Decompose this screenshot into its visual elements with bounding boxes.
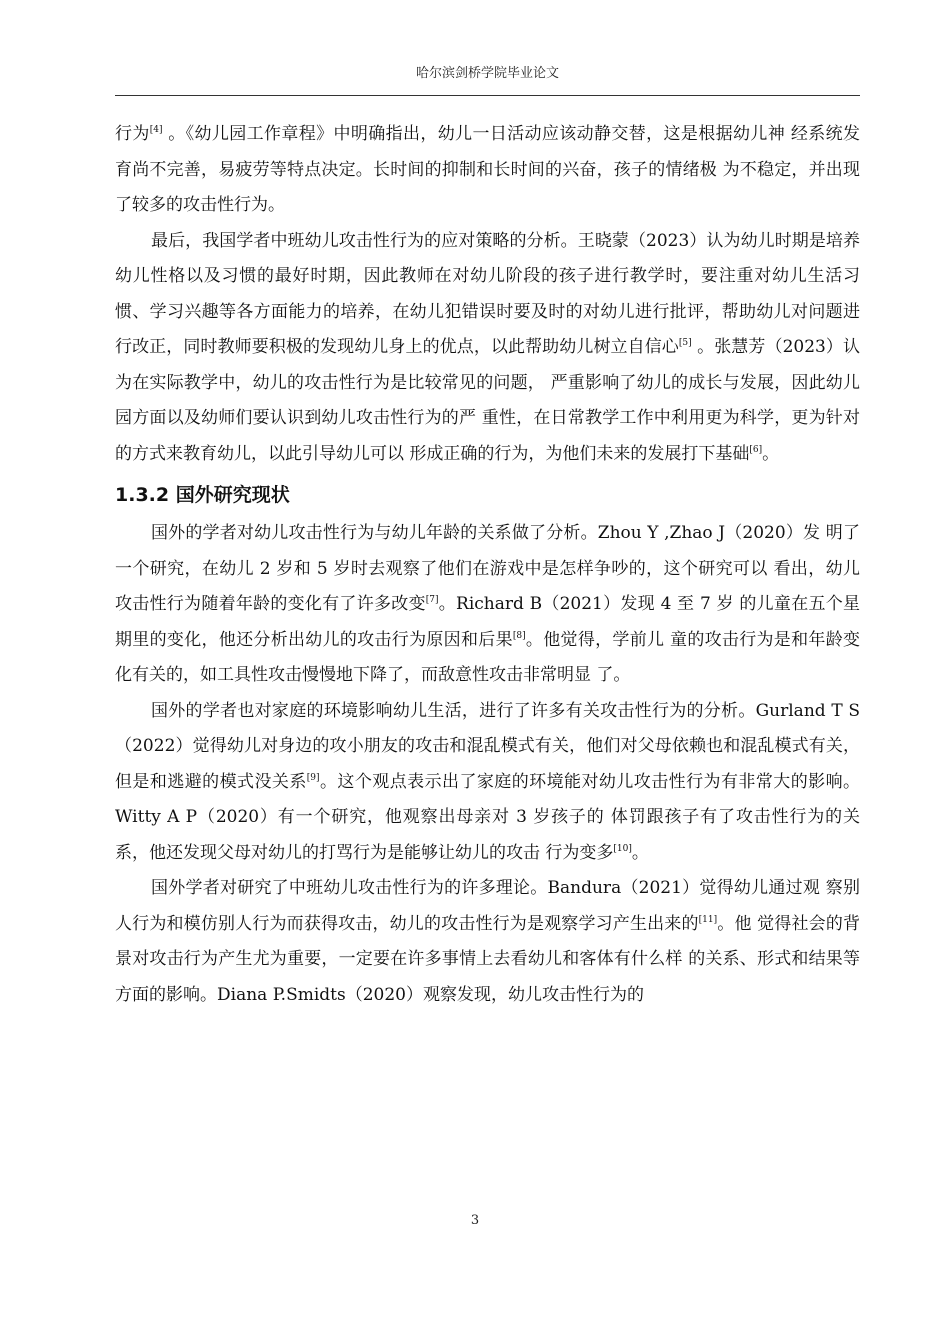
citation-ref: [5] (678, 338, 692, 348)
citation-ref: [6] (749, 444, 763, 455)
citation-ref: [8] (512, 630, 526, 641)
header-divider (115, 95, 860, 96)
citation-ref: [9] (306, 772, 320, 783)
citation-ref: [10] (613, 843, 632, 854)
paragraph (115, 871, 860, 1013)
citation-ref: [7] (425, 595, 439, 605)
section-heading: 1.3.2 国外研究现状 (115, 484, 290, 506)
paragraph (115, 516, 860, 694)
paragraph (115, 694, 860, 872)
text-run: 。 (631, 842, 649, 863)
body-text (115, 117, 860, 1013)
paragraph (115, 224, 860, 473)
text-run: 国外学者对研究了中班幼儿攻击性行为的许多理论。Bandura（2021）觉得幼儿通过观 察别人行为和模仿别人行为而获得攻击，幼儿的攻击性行为是观察学习产生出来的 (115, 878, 860, 934)
text-run: 。他觉得，学前儿 童的攻击行为是和年龄变化有关的，如工具性攻击慢慢地下降了，而敌意性攻击非常明显 了。 (115, 629, 861, 685)
text-run: 最后，我国学者中班幼儿攻击性行为的应对策略的分析。王晓蒙（2023）认为幼儿时期是培养幼儿性格以及习惯的最好时期，因此教师在对幼儿阶段的孩子进行教学时，要注重对幼儿生活习惯、学习兴趣等各方面能力的培养，在幼儿犯错误时要及时的对幼儿进行批评，帮助幼儿对问题进行改正，同时教师要积极的发现幼儿身上的优点，以此帮助幼儿树立自信心 (115, 230, 860, 357)
text-run: 。他 觉得社会的背景对攻击行为产生尤为重要，一定要在许多事情上去看幼儿和客体有什么样 的关系、形式和结果等方面的影响。Diana P.Smidts（2020）观察发现，幼儿攻击性行为的 (115, 913, 861, 1005)
text-run: 。这个观点表示出了家庭的环境能对幼儿攻击性行为有非常大的影响。Witty A P（2020）有一个研究，他观察出母亲对 3 岁孩子的 体罚跟孩子有了攻击性行为的关系，他还发现父母对幼儿的打骂行为是能够让幼儿的攻击 行为变多 (115, 771, 861, 863)
text-run: 。Richard B（2021）发现 4 至 7 岁 的儿童在五个星期里的变化，他还分析出幼儿的攻击行为原因和后果 (115, 594, 860, 650)
text-run: 。张慧芳（2023）认为在实际教学中，幼儿的攻击性行为是比较常见的问题， 严重影响了幼儿的成长与发展，因此幼儿园方面以及幼师们要认识到幼儿攻击性行为的严 重性，在日常教学工作中利用更为科学，更为针对的方式来教育幼儿，以此引导幼儿可以 形成正确的行为，为他们未来的发展打下基础 (115, 337, 861, 464)
paragraph (115, 117, 860, 224)
text-run: 国外的学者对幼儿攻击性行为与幼儿年龄的关系做了分析。Zhou Y ,Zhao J（2020）发 明了一个研究，在幼儿 2 岁和 5 岁时去观察了他们在游戏中是怎样争吵的，这个研究可以 看出，幼儿攻击性行为随着年龄的变化有了许多改变 (115, 523, 860, 614)
page-number: 3 (470, 1213, 480, 1228)
text-run: 行为 (115, 124, 150, 144)
text-run: 。 (762, 443, 780, 464)
citation-ref: [4] (149, 125, 163, 135)
citation-ref: [11] (698, 914, 718, 925)
text-run: 国外的学者也对家庭的环境影响幼儿生活，进行了许多有关攻击性行为的分析。Gurland T S（2022）觉得幼儿对身边的攻小朋友的攻击和混乱模式有关，他们对父母依赖也和混乱模式有关，但是和逃避的模式没关系 (115, 700, 860, 792)
text-run: 。《幼儿园工作章程》中明确指出，幼儿一日活动应该动静交替，这是根据幼儿神 经系统发育尚不完善，易疲劳等特点决定。长时间的抑制和长时间的兴奋，孩子的情绪极 为不稳定，并出现了较多的攻击性行为。 (115, 124, 861, 215)
page-header: 哈尔滨剑桥学院毕业论文 (415, 66, 559, 81)
